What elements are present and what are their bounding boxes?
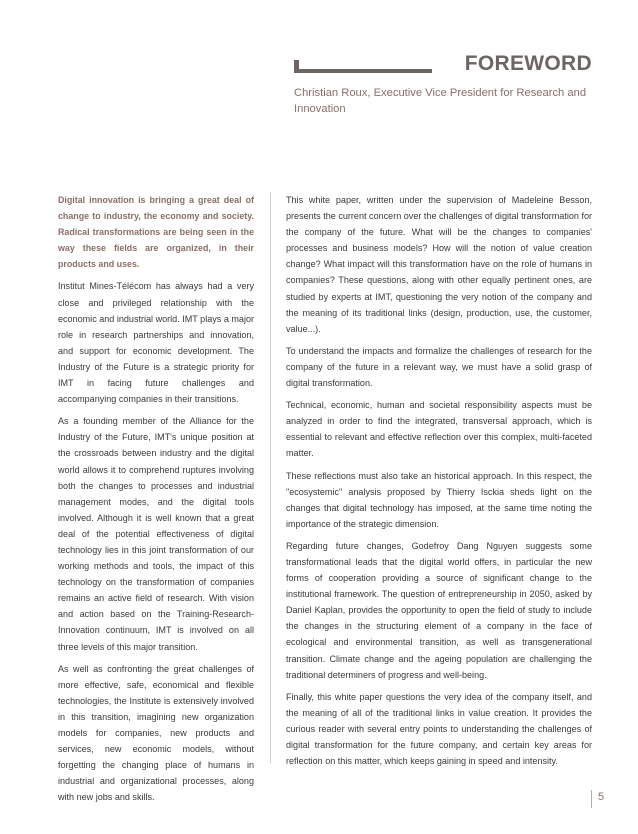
page-number-rule: [591, 790, 592, 808]
author-line: Christian Roux, Executive Vice President for Research and Innovation: [294, 87, 587, 115]
right-paragraph: Technical, economic, human and societal responsibility aspects must be analyzed in order to find the integrated, transversal approach, which is essential to relevant and effective reflection over this complex, multi-faceted matter.: [286, 400, 592, 459]
left-column: [58, 192, 254, 811]
page-title: FOREWORD: [464, 52, 592, 75]
header-bar-horizontal: [294, 69, 432, 73]
right-paragraph: These reflections must also take an historical approach. In this respect, the "ecosystemic" analysis proposed by Thierry Isckia sheds light on the changes that digital technology has imposed, at the same time noting the importance of the strategic dimension.: [286, 470, 592, 529]
lead-paragraph: Digital innovation is bringing a great deal of change to industry, the economy and society. Radical transformations are being seen in the way these fields are organized, in their products and uses.: [58, 195, 254, 270]
left-paragraph: Institut Mines-Télécom has always had a very close and privileged relationship with the economic and industrial world. IMT plays a major role in research partnerships and innovation, and support for economic development. The Industry of the Future is a strategic priority for IMT in facing future challenges and accompanying companies in their transitions.: [58, 281, 254, 405]
right-paragraph: Finally, this white paper questions the very idea of the company itself, and the meaning of all of the traditional links in value creation. It provides the curious reader with several entry points to understanding the challenges of digital transformation for the future company, and certain key areas for reflection on this matter, which keeps gaining in speed and intensity.: [286, 691, 592, 767]
left-paragraph: As a founding member of the Alliance for the Industry of the Future, IMT's unique position at the crossroads between industry and the digital world allows it to comprehend ruptures involving both the changes to processes and industrial management modes, and the digital tools involved. Although it is well known that a great deal of the potential effectiveness of digital technology lies in this joint transformation of our working methods and tools, the impact of this technology on the transformation of companies remains an active field of research. With vision and action based on the Training-Research-Innovation continuum, IMT is involved on all three levels of this major transition.: [58, 416, 254, 652]
left-paragraph: As well as confronting the great challenges of more effective, safe, economical and flexible technologies, the Institute is extensively involved in this transition, imagining new organization models for companies, new products and services, new economic models, without forgetting the changing place of humans in industrial and organizational processes, along with new jobs and skills.: [58, 663, 254, 803]
right-paragraph: This white paper, written under the supervision of Madeleine Besson, presents the current concern over the challenges of digital transformation for the company of the future. What will be the changes to companies' processes and business models? How will the notion of value creation change? What impact will this transformation have on the role of humans in companies? These questions, along with other equally pertinent ones, are studied by experts at IMT, questioning the very notion of the company and the meaning of its traditional links (design, production, use, the customer, value...).: [286, 195, 592, 334]
right-paragraph: Regarding future changes, Godefroy Dang Nguyen suggests some transformational leads that the digital world offers, in particular the new forms of cooperation providing a source of significant change to the institutional framework. The question of entrepreneurship in 2050, asked by Daniel Kaplan, provides the opportunity to open the field of study to include the changes in the structuring element of a company in the face of ecological and environmental transition, as well as transgenerational transition. Climate change and the ageing population are challenging the traditional determiners of progress and well-being.: [286, 540, 592, 680]
column-divider: [270, 192, 271, 764]
right-column: [286, 192, 592, 775]
header-decorative-bar: [294, 60, 432, 73]
page-number: 5: [598, 791, 605, 803]
right-paragraph: To understand the impacts and formalize the challenges of research for the company of the future in a relevant way, we must have a solid grasp of digital transformation.: [286, 345, 592, 389]
